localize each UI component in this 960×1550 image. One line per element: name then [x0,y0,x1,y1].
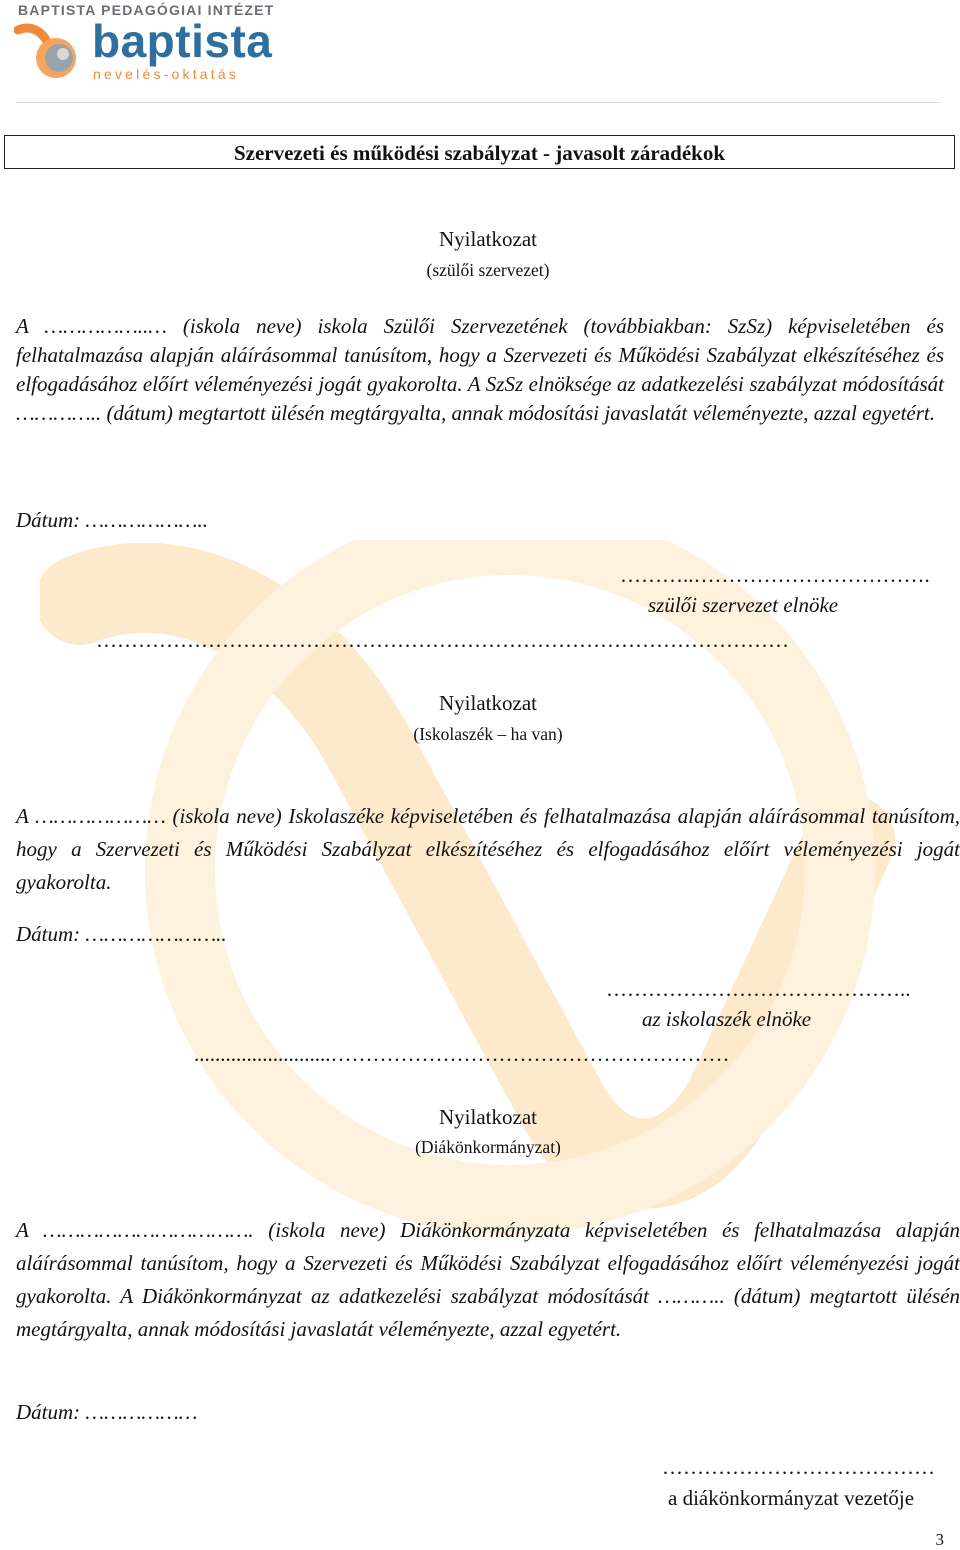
section2-heading: Nyilatkozat [439,691,537,715]
section2-signature-label: az iskolaszék elnöke [642,1007,812,1031]
brand-tagline: nevelés-oktatás [93,66,240,82]
section1-date: Dátum: ……………….. [16,508,208,532]
section1-subheading: (szülői szervezet) [426,260,550,280]
section2-body: A ………………… (iskola neve) Iskolaszéke képviseletében és felhatalmazása alapján aláírásommal tanúsítom, hogy a Szervezeti és Működési Szabályzat elkészítéséhez és elfogadásához előírt véleményezési jogát gyakorolta. [16,804,960,894]
section1-heading: Nyilatkozat [439,227,537,251]
section3-date: Dátum: ……………… [16,1400,198,1424]
section1-body: A ……………..… (iskola neve) iskola Szülői Szervezetének (továbbiakban: SzSz) képviseletében és felhatalmazása alapján aláírásommal tanúsítom, hogy a Szervezeti és Működési Szabályzat elkészítéséhez és elfogadásához előírt véleményezési jogát gyakorolta. A SzSz elnöksége az adatkezelési szabályzat módosítását ………….. (dátum) megtartott ülésén megtárgyalta, annak módosítási javaslatát véleményezte, azzal egyetért. [16,314,944,425]
section1-signature-label: szülői szervezet elnöke [648,593,839,617]
section3-signature-line: ………………………………… [662,1455,935,1479]
institute-name: BAPTISTA PEDAGÓGIAI INTÉZET [18,2,275,18]
section2-subheading: (Iskolaszék – ha van) [413,724,563,744]
baptista-logo-icon [14,22,88,84]
page-number: 3 [935,1530,944,1549]
brand-name: baptista [92,15,273,67]
section2-date: Dátum: ………………….. [16,922,227,946]
section3-subheading: (Diákönkormányzat) [415,1137,561,1157]
section2-signature-line: …………………………………….. [606,977,911,1001]
section3-signature-label: a diákönkormányzat vezetője [668,1486,915,1510]
section1-signature-line: ………..……………………………. [620,563,930,587]
section3-body: A ……………………………. (iskola neve) Diákönkormányzata képviseletében és felhatalmazása alapján aláírásommal tanúsítom, hogy a Szervezeti és Működési Szabályzat elfogadásához előírt véleményezési jogát gyakorolta. A Diákönkormányzat az adatkezelési szabályzat módosítását ……….. (dátum) megtartott ülésén megtárgyalta, annak módosítási javaslatát véleményezte, azzal egyetért. [16,1218,960,1341]
document-title: Szervezeti és működési szabályzat - javasolt záradékok [233,141,726,165]
section1-separator: ……………………………………………………………………………………… [96,628,789,652]
header-divider [16,102,940,103]
section2-separator: ..........................………………………………………………… [194,1042,730,1066]
section3-heading: Nyilatkozat [439,1105,537,1129]
